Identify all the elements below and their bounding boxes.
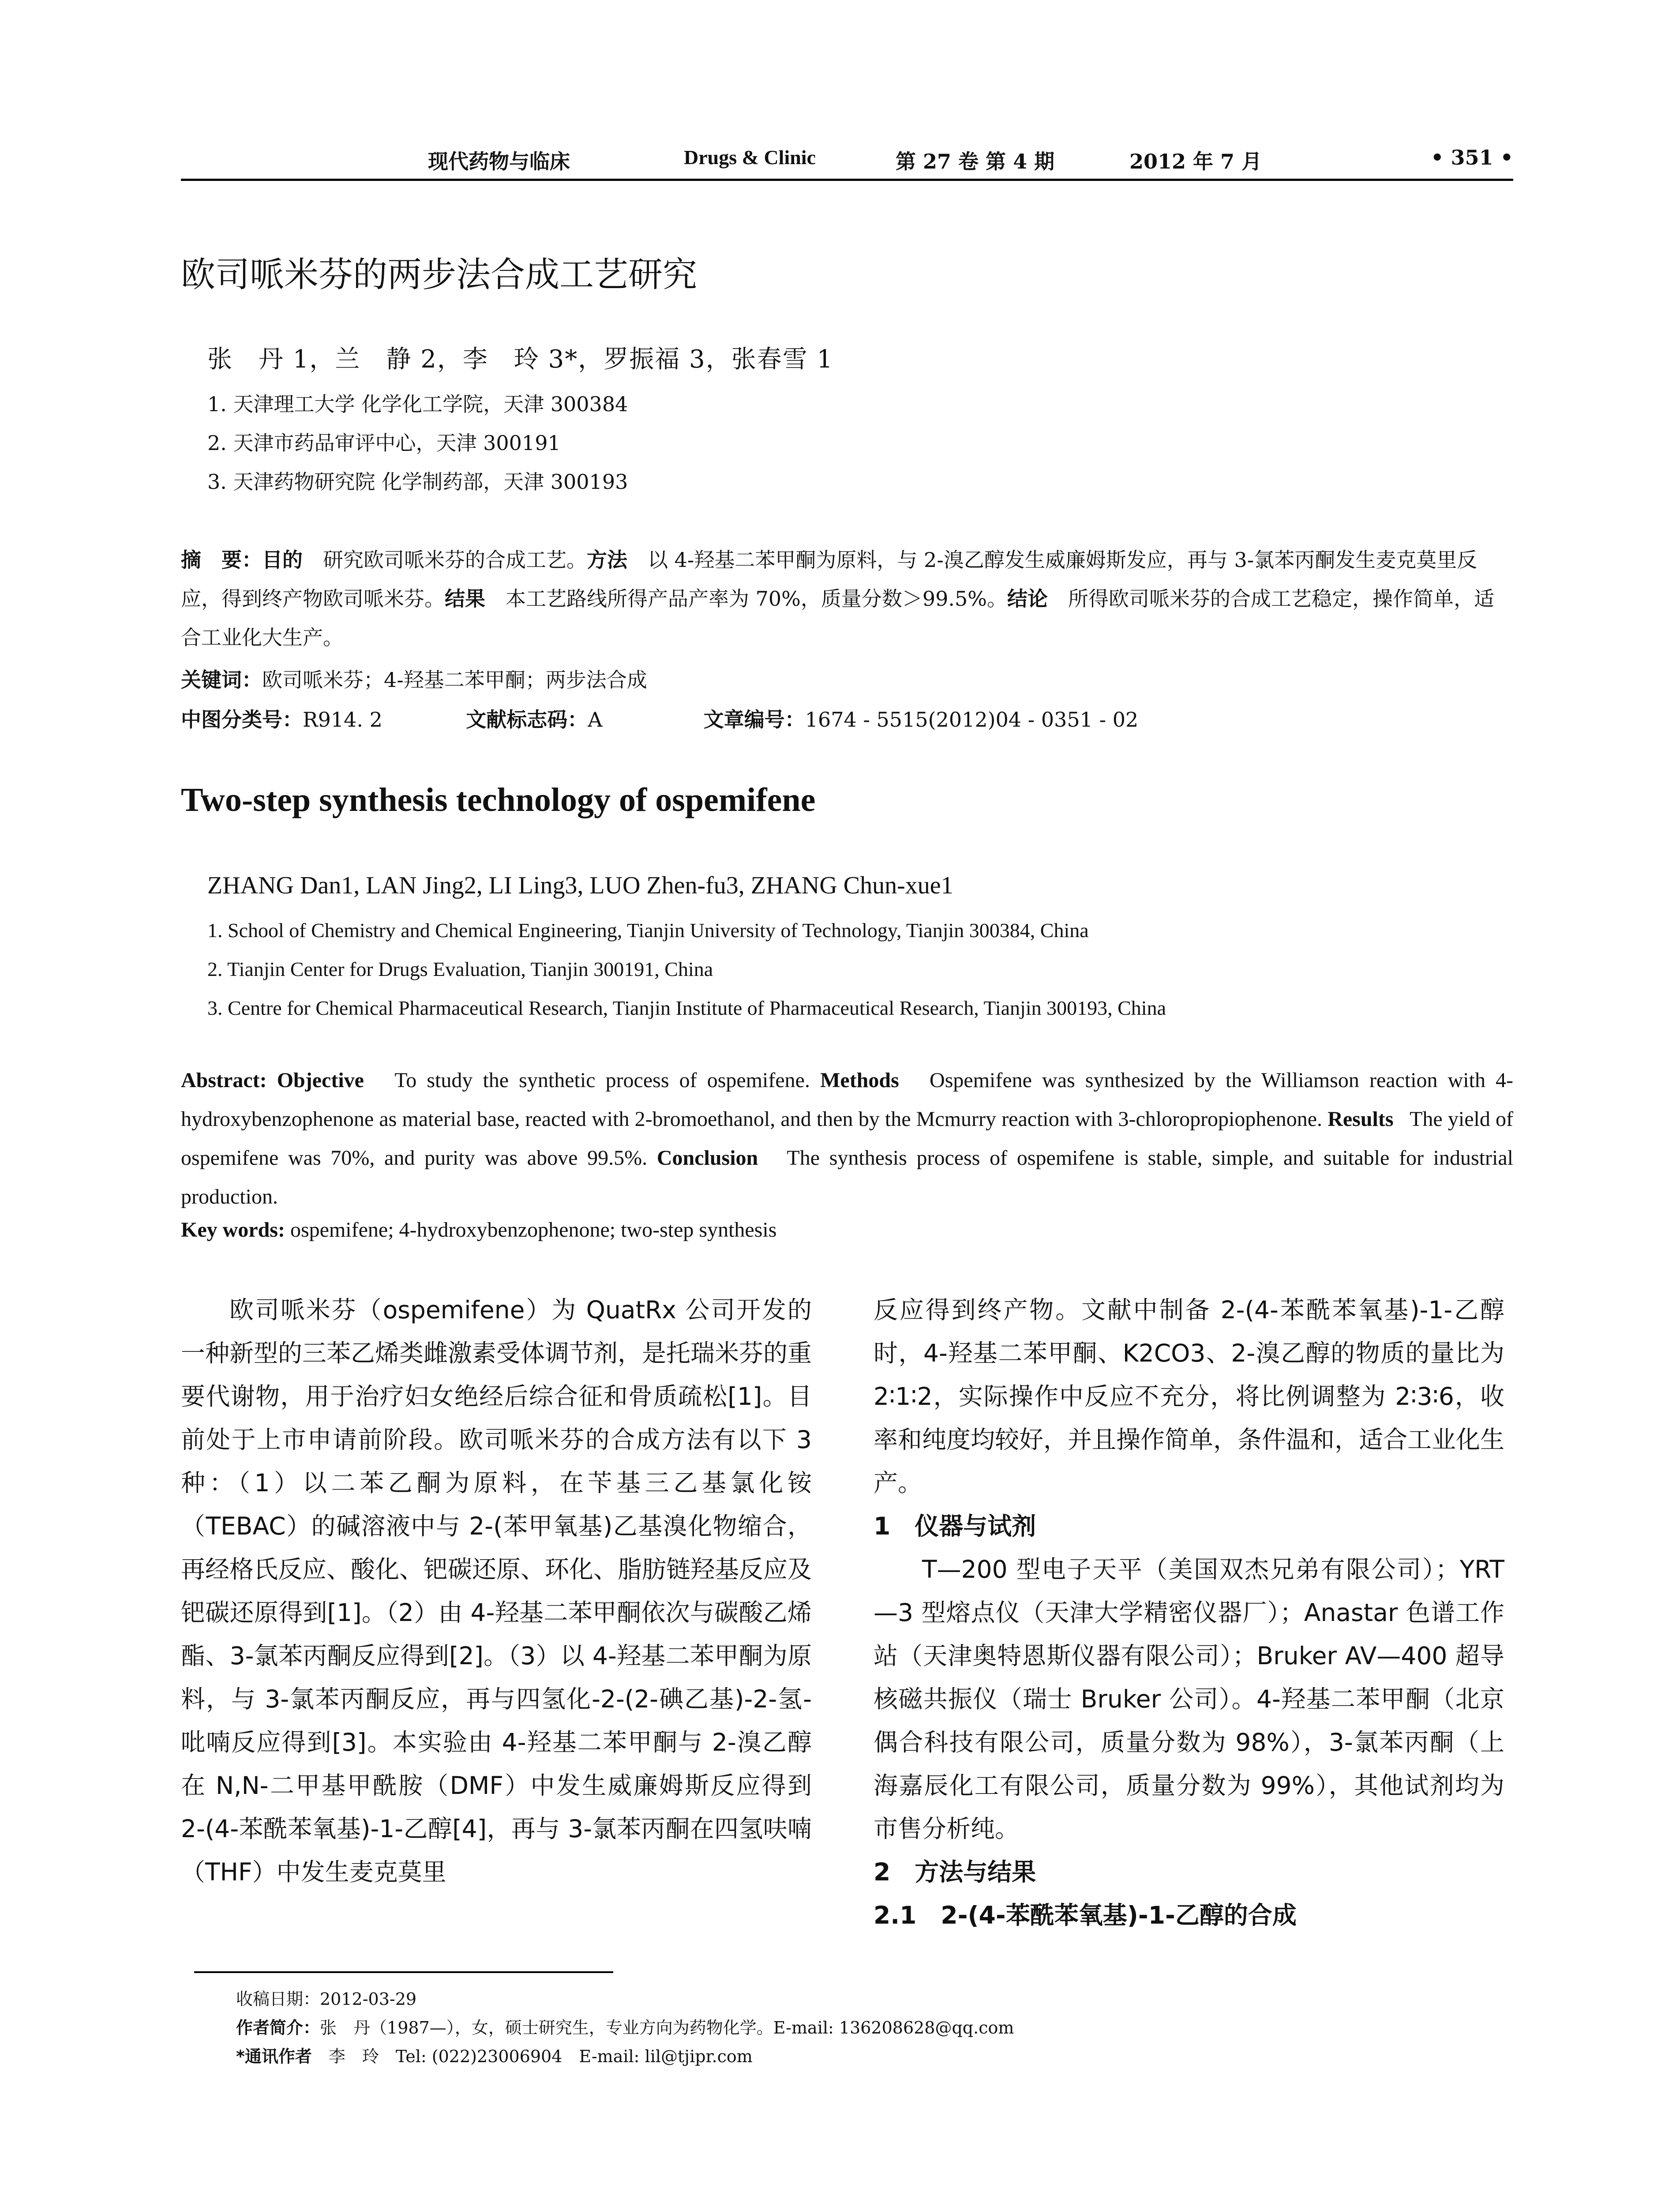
abstract-en-methods-label: Methods (820, 1069, 899, 1092)
abstract-en-objective: To study the synthetic process of ospemifene. (394, 1069, 810, 1092)
affiliation-cn-2: 2. 天津市药品审评中心，天津 300191 (207, 431, 561, 455)
title-en: Two-step synthesis technology of ospemifene (181, 781, 816, 818)
classification-line (181, 704, 1138, 733)
keywords-en-label: Key words: (181, 1218, 285, 1242)
clc-value: R914. 2 (303, 708, 382, 732)
abstract-en-conclusion: The synthesis process of ospemifene is stable, simple, and suitable for industrial production. (181, 1146, 1513, 1208)
abstract-cn-results: 本工艺路线所得产品产率为 70%，质量分数＞99.5%。 (485, 587, 1007, 611)
title-cn: 欧司哌米芬的两步法合成工艺研究 (181, 255, 698, 295)
clc-label: 中图分类号： (181, 708, 303, 732)
journal-name-en: Drugs & Clinic (684, 146, 816, 169)
abstract-cn-objective-label: 目的 (262, 548, 303, 572)
body-column-right (874, 1288, 1504, 1937)
keywords-cn-text: 欧司哌米芬；4-羟基二苯甲酮；两步法合成 (262, 668, 647, 692)
affiliation-en-2: 2. Tianjin Center for Drugs Evaluation, Tianjin 300191, China (207, 958, 713, 980)
abstract-cn-methods: 以 4-羟基二苯甲酮为原料，与 2-溴乙醇发生威廉姆斯发应，再与 3-氯苯丙酮发生麦克莫里反应，得到终产物欧司哌米芬。 (181, 548, 1478, 611)
abstract-en (181, 1061, 1513, 1216)
abstract-cn (181, 540, 1513, 657)
abstract-cn-conclusion: 所得欧司哌米芬的合成工艺稳定，操作简单，适合工业化大生产。 (181, 587, 1494, 649)
abstract-cn-conclusion-label: 结论 (1007, 587, 1048, 611)
article-no-label: 文章编号： (703, 708, 805, 732)
body-column-left (181, 1288, 812, 1894)
abstract-en-results: The yield of ospemifene was 70%, and purity was above 99.5%. (181, 1107, 1514, 1170)
keywords-cn (181, 664, 647, 693)
header-rule (181, 179, 1513, 181)
page-number: • 351 • (1431, 146, 1513, 169)
abstract-cn-methods-label: 方法 (587, 548, 627, 572)
doc-code-label: 文献标志码： (466, 708, 588, 732)
abstract-en-label: Abstract: (181, 1069, 267, 1092)
affiliation-en-1: 1. School of Chemistry and Chemical Engineering, Tianjin University of Technology, Tianjin 300384, China (207, 919, 1089, 942)
keywords-en (181, 1218, 776, 1242)
keywords-en-text: ospemifene; 4-hydroxybenzophenone; two-step synthesis (290, 1218, 777, 1242)
abstract-en-conclusion-label: Conclusion (656, 1146, 758, 1170)
article-no-value: 1674 - 5515(2012)04 - 0351 - 02 (805, 708, 1139, 732)
running-header (181, 146, 1513, 175)
section-heading-2: 2 方法与结果 (874, 1858, 1036, 1886)
abstract-cn-label: 摘 要： (181, 548, 262, 572)
abstract-cn-results-label: 结果 (445, 587, 485, 611)
volume-issue: 第 27 卷 第 4 期 (896, 150, 1055, 173)
journal-name-cn: 现代药物与临床 (428, 150, 570, 173)
affiliation-en-3: 3. Centre for Chemical Pharmaceutical Research, Tianjin Institute of Pharmaceutical Research, Tianjin 300193, China (207, 997, 1166, 1019)
doc-code-value: A (588, 708, 603, 732)
footnote-corresponding (236, 2043, 753, 2067)
keywords-cn-label: 关键词： (181, 668, 262, 692)
abstract-en-results-label: Results (1328, 1107, 1394, 1131)
affiliation-cn-3: 3. 天津药物研究院 化学制药部，天津 300193 (207, 470, 628, 494)
section-heading-1: 1 仪器与试剂 (874, 1512, 1036, 1540)
footnote-corr-text: 李 玲 Tel: (022)23006904 E-mail: lil@tjipr.com (311, 2047, 753, 2066)
footnote-corr-label: *通讯作者 (236, 2047, 312, 2066)
body-paragraph-intro: 欧司哌米芬（ospemifene）为 QuatRx 公司开发的一种新型的三苯乙烯类雌激素受体调节剂，是托瑞米芬的重要代谢物，用于治疗妇女绝经后综合征和骨质疏松[1]。目前处于上市申请前阶段。欧司哌米芬的合成方法有以下 3 种：（1）以二苯乙酮为原料，在苄基三乙基氯化铵（TEBAC）的碱溶液中与 2-(苯甲氧基)乙基溴化物缩合，再经格氏反应、酸化、钯碳还原、环化、脂肪链羟基反应及钯碳还原得到[1]。（2）由 4-羟基二苯甲酮依次与碳酸乙烯酯、3-氯苯丙酮反应得到[2]。（3）以 4-羟基二苯甲酮为原料，与 3-氯苯丙酮反应，再与四氢化-2-(2-碘乙基)-2-氢-吡喃反应得到[3]。本实验由 4-羟基二苯甲酮与 2-溴乙醇在 N,N-二甲基甲酰胺（DMF）中发生威廉姆斯反应得到 2-(4-苯酰苯氧基)-1-乙醇[4]，再与 3-氯苯丙酮在四氢呋喃（THF）中发生麦克莫里 (181, 1296, 812, 1886)
body-paragraph-continued: 反应得到终产物。文献中制备 2-(4-苯酰苯氧基)-1-乙醇时，4-羟基二苯甲酮、K2CO3、2-溴乙醇的物质的量比为 2∶1∶2，实际操作中反应不充分，将比例调整为 2∶3∶6，收率和纯度均较好，并且操作简单，条件温和，适合工业化生产。 (874, 1296, 1505, 1497)
footnote-received: 收稿日期：2012-03-29 (236, 1989, 417, 2009)
issue-date: 2012 年 7 月 (1129, 150, 1262, 173)
footnote-rule (194, 1971, 613, 1973)
authors-en: ZHANG Dan1, LAN Jing2, LI Ling3, LUO Zhen-fu3, ZHANG Chun-xue1 (207, 872, 953, 899)
abstract-cn-objective: 研究欧司哌米芬的合成工艺。 (303, 548, 587, 572)
affiliation-cn-1: 1. 天津理工大学 化学化工学院，天津 300384 (207, 392, 628, 416)
body-paragraph-instruments: T—200 型电子天平（美国双杰兄弟有限公司）；YRT—3 型熔点仪（天津大学精密仪器厂）；Anastar 色谱工作站（天津奥特恩斯仪器有限公司）；Bruker AV—400 超导核磁共振仪（瑞士 Bruker 公司）。4-羟基二苯甲酮（北京偶合科技有限公司，质量分数为 98%），3-氯苯丙酮（上海嘉辰化工有限公司，质量分数为 99%），其他试剂均为市售分析纯。 (874, 1555, 1504, 1843)
authors-cn: 张 丹 1，兰 静 2，李 玲 3*，罗振福 3，张春雪 1 (207, 345, 834, 374)
footnote-author (236, 2014, 1014, 2038)
footnote-author-text: 张 丹（1987—），女，硕士研究生，专业方向为药物化学。E-mail: 136208628@qq.com (320, 2018, 1014, 2037)
section-heading-2-1: 2.1 2-(4-苯酰苯氧基)-1-乙醇的合成 (874, 1901, 1297, 1929)
abstract-en-objective-label: Objective (277, 1069, 364, 1092)
footnote-author-label: 作者简介： (236, 2018, 320, 2037)
abstract-en-methods: Ospemifene was synthesized by the Williamson reaction with 4-hydroxybenzophenone as material base, reacted with 2-bromoethanol, and then by the Mcmurry reaction with 3-chloropropiophenone. (181, 1069, 1514, 1131)
